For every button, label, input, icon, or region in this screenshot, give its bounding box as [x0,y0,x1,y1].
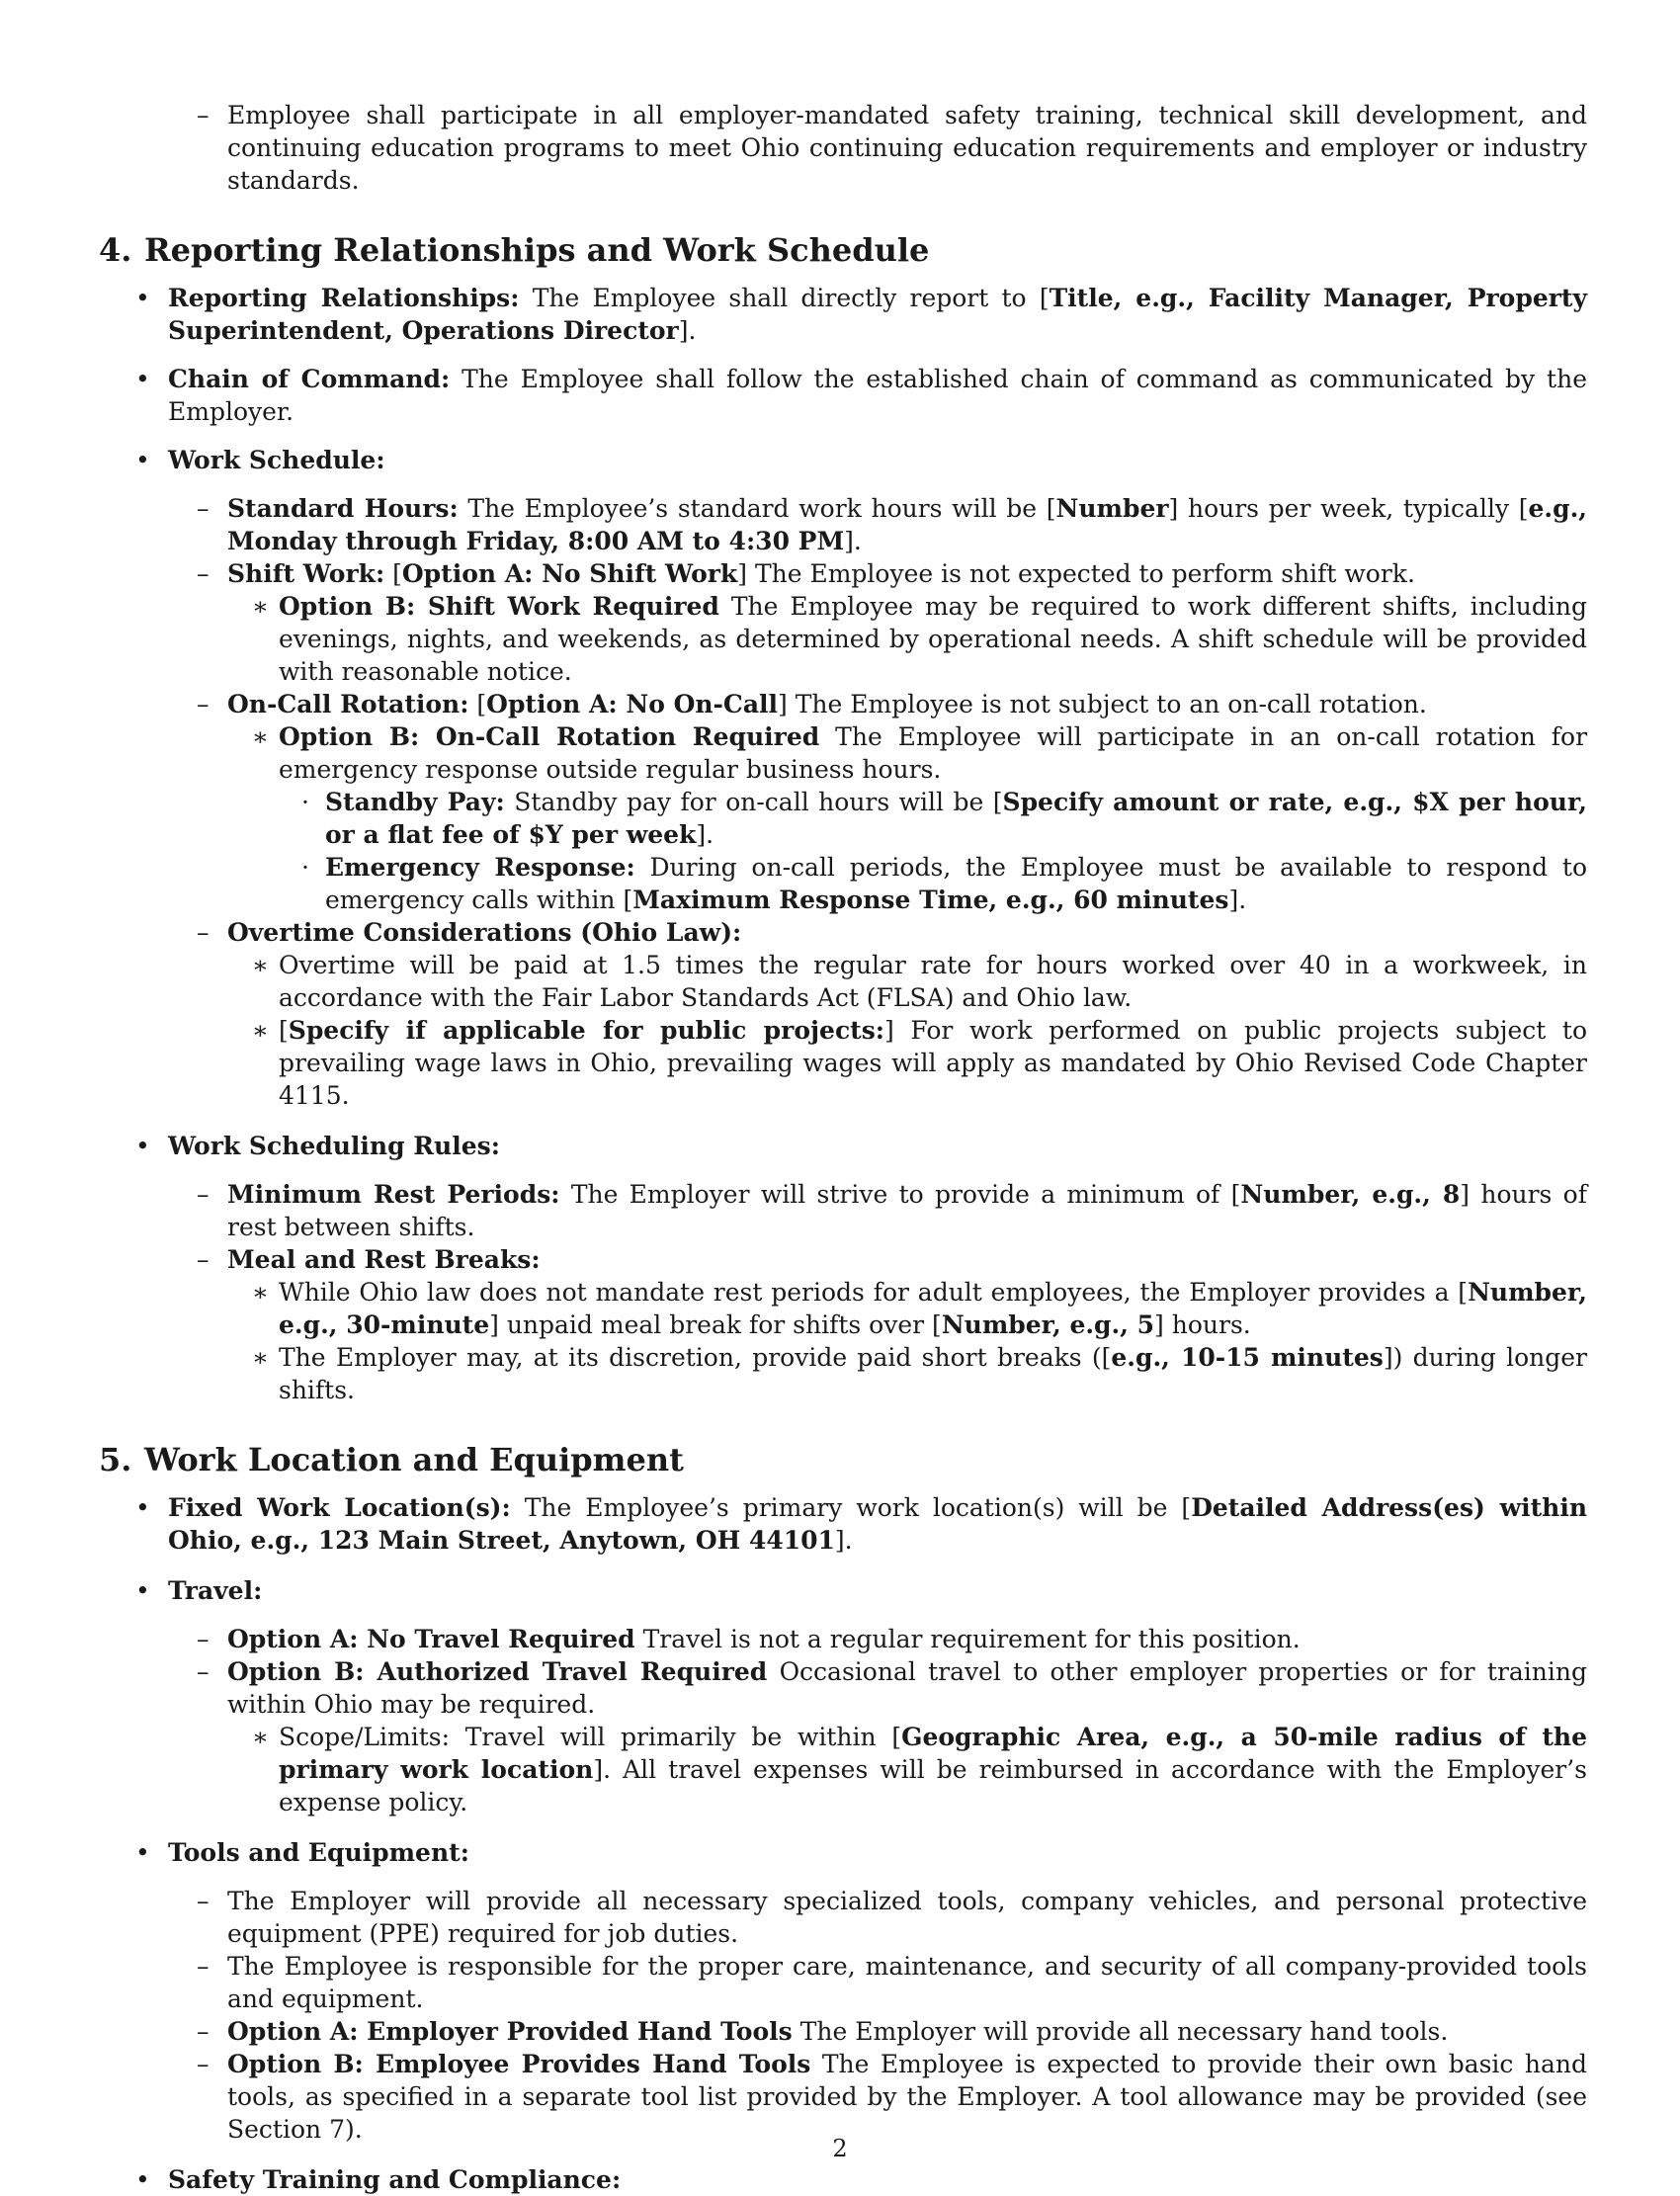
list-item [99,1950,1587,2015]
option-label: Option B: Authorized Travel Required [227,1657,768,1686]
dot-marker: · [301,788,309,816]
dash-marker: – [197,1657,210,1686]
item-text: Overtime will be paid at 1.5 times the regular rate for hours worked over 40 in a workweek, in accordance with the Fair Labor Standards Act (FLSA) and Ohio law. [279,951,1587,1012]
item-text: Standby pay for on-call hours will be [ [514,788,1003,816]
bracket: [ [1039,284,1050,312]
item-label: Fixed Work Location(s): [168,1493,511,1522]
list-item [99,444,1587,476]
item-text: ]. All travel expenses will be reimbursed in accordance with the Employer’s expense policy. [279,1755,1587,1816]
option-label: Option A: No Shift Work [401,559,738,588]
option-label: Option B: On-Call Rotation Required [279,722,820,751]
bracket: [ [476,690,487,718]
item-label: Chain of Command: [168,365,451,393]
dash-marker: – [197,2050,210,2078]
item-label: Safety Training and Compliance: [168,2165,622,2194]
list-item [99,1341,1587,1406]
bullet-marker: • [135,2165,150,2194]
star-marker: ∗ [252,1343,269,1372]
option-label: Option A: No Travel Required [227,1625,635,1653]
item-text: During on-call periods, the Employee must be available to respond to emergency calls within [ [325,853,1588,914]
option-label: Option A: No On-Call [486,690,779,718]
placeholder: Number, e.g., 8 [1240,1180,1461,1209]
item-text: ]. [696,820,714,849]
list-item [99,492,1587,557]
bracket: ]. [678,316,697,345]
list-item [99,1014,1587,1112]
dash-marker: – [197,918,210,947]
list-item [99,2015,1587,2048]
list-item [99,1243,1587,1276]
item-text: ] The Employee is not subject to an on-call rotation. [778,690,1427,718]
item-label: Tools and Equipment: [168,1838,469,1867]
dash-marker: – [197,1245,210,1274]
list-item [99,99,1587,197]
star-marker: ∗ [252,1278,269,1307]
item-label: Work Scheduling Rules: [168,1132,500,1160]
list-item [99,2048,1587,2146]
bullet-marker: • [135,284,150,312]
list-item [99,282,1587,347]
section-title: Reporting Relationships and Work Schedule [144,231,930,269]
placeholder: e.g., Monday through Friday, 8:00 AM to 4:30 PM [227,494,1587,555]
item-label: Emergency Response: [325,853,635,882]
item-text: The Employee’s standard work hours will be [ [467,494,1056,523]
list-item [99,363,1587,428]
item-label: Meal and Rest Breaks: [227,1245,541,1274]
star-marker: ∗ [252,722,269,751]
item-text: The Employee may be required to work different shifts, including evenings, nights, and weekends, as determined by operational needs. A shift schedule will be provided with reasonable notice. [279,592,1587,686]
list-item [99,557,1587,590]
placeholder: Number [1055,494,1169,523]
item-label: Reporting Relationships: [168,284,520,312]
bracket: [ [392,559,402,588]
list-item [99,1178,1587,1243]
dash-marker: – [197,2017,210,2046]
placeholder: Title, e.g., Facility Manager, Property Superintendent, Operations Director [168,284,1587,345]
section-number: 5. [99,1441,132,1478]
item-text: The Employee shall follow the established chain of command as communicated by the Employer. [168,365,1587,426]
list-item [99,1655,1587,1721]
list-item [99,2163,1587,2196]
dash-marker: – [197,559,210,588]
section-heading [99,1440,1587,1479]
option-label: Option B: Employee Provides Hand Tools [227,2050,811,2078]
dash-marker: – [197,1625,210,1653]
item-text: ]. [1228,886,1247,914]
item-text: Scope/Limits: Travel will primarily be within [ [279,1723,902,1751]
item-text: While Ohio law does not mandate rest periods for adult employees, the Employer provides a [ [279,1278,1469,1307]
item-text: ]) during longer shifts. [279,1343,1587,1404]
option-label: Option B: Shift Work Required [279,592,719,621]
placeholder: Maximum Response Time, e.g., 60 minutes [632,886,1229,914]
list-item [99,786,1587,851]
star-marker: ∗ [252,951,269,979]
item-label: Specify if applicable for public projects: [288,1016,885,1045]
dash-marker: – [197,1180,210,1209]
star-marker: ∗ [252,1723,269,1751]
dash-marker: – [197,101,210,129]
list-item [99,1276,1587,1341]
page-number: 2 [832,2135,848,2162]
item-text: Occasional travel to other employer properties or for training within Ohio may be required. [227,1657,1587,1719]
item-text: The Employee shall directly report to [532,284,1027,312]
item-text: ]. [844,527,862,555]
bullet-marker: • [135,1132,150,1160]
dash-marker: – [197,494,210,523]
list-item [99,1130,1587,1162]
item-label: Standard Hours: [227,494,459,523]
item-text: ] unpaid meal break for shifts over [ [489,1310,942,1339]
list-item [99,720,1587,786]
list-item [99,1721,1587,1818]
item-label: Standby Pay: [325,788,505,816]
option-label: Option A: Employer Provided Hand Tools [227,2017,793,2046]
item-text: The Employer will strive to provide a minimum of [ [570,1180,1241,1209]
section-heading [99,230,1587,270]
placeholder: Number, e.g., 30-minute [279,1278,1587,1339]
placeholder: Geographic Area, e.g., a 50-mile radius of the primary work location [279,1723,1587,1784]
star-marker: ∗ [252,1016,269,1045]
bracket: [ [279,1016,289,1045]
placeholder: Detailed Address(es) within Ohio, e.g., 123 Main Street, Anytown, OH 44101 [168,1493,1587,1555]
list-item [99,949,1587,1014]
placeholder: Number, e.g., 5 [941,1310,1155,1339]
item-text: ] For work performed on public projects subject to prevailing wage laws in Ohio, prevailing wages will apply as mandated by Ohio Revised Code Chapter 4115. [279,1016,1587,1110]
list-item [99,851,1587,916]
dot-marker: · [301,853,309,882]
list-item [99,1885,1587,1950]
bullet-marker: • [135,1493,150,1522]
item-text: The Employee’s primary work location(s) will be [ [524,1493,1192,1522]
section-title: Work Location and Equipment [144,1441,684,1478]
item-text: The Employee is responsible for the proper care, maintenance, and security of all company-provided tools and equipment. [227,1952,1587,2013]
placeholder: e.g., 10-15 minutes [1111,1343,1384,1372]
item-text: Employee shall participate in all employer-mandated safety training, technical skill development, and continuing education programs to meet Ohio continuing education requirements and employer or industry standards. [227,101,1587,195]
item-text: ] hours per week, typically [ [1168,494,1529,523]
item-text: ] The Employee is not expected to perform shift work. [737,559,1415,588]
list-item [99,590,1587,688]
dash-marker: – [197,1887,210,1915]
bullet-marker: • [135,446,150,474]
list-item [99,1623,1587,1655]
list-item [99,916,1587,949]
item-text: ] hours. [1154,1310,1251,1339]
list-item [99,1491,1587,1557]
bullet-marker: • [135,1576,150,1605]
bullet-marker: • [135,365,150,393]
list-item [99,688,1587,720]
item-text: The Employer may, at its discretion, provide paid short breaks ([ [279,1343,1112,1372]
bullet-marker: • [135,1838,150,1867]
item-label: On-Call Rotation: [227,690,469,718]
item-label: Shift Work: [227,559,385,588]
item-text: Travel is not a regular requirement for this position. [642,1625,1301,1653]
item-text: The Employee will participate in an on-call rotation for emergency response outside regular business hours. [279,722,1588,784]
item-text: The Employee is expected to provide their own basic hand tools, as specified in a separate tool list provided by the Employer. A tool allowance may be provided (see Section 7). [227,2050,1587,2144]
item-text: ]. [834,1526,853,1555]
item-label: Travel: [168,1576,263,1605]
item-text: The Employer will provide all necessary specialized tools, company vehicles, and personal protective equipment (PPE) required for job duties. [227,1887,1587,1948]
placeholder: Specify amount or rate, e.g., $X per hour, or a flat fee of $Y per week [325,788,1587,849]
document-page [99,99,1587,2196]
item-text: ] hours of rest between shifts. [227,1180,1587,1241]
section-number: 4. [99,231,132,269]
item-label: Overtime Considerations (Ohio Law): [227,918,742,947]
dash-marker: – [197,1952,210,1981]
star-marker: ∗ [252,592,269,621]
list-item [99,1836,1587,1869]
dash-marker: – [197,690,210,718]
list-item [99,1574,1587,1607]
item-label: Minimum Rest Periods: [227,1180,560,1209]
item-text: The Employer will provide all necessary hand tools. [799,2017,1449,2046]
item-label: Work Schedule: [168,446,385,474]
